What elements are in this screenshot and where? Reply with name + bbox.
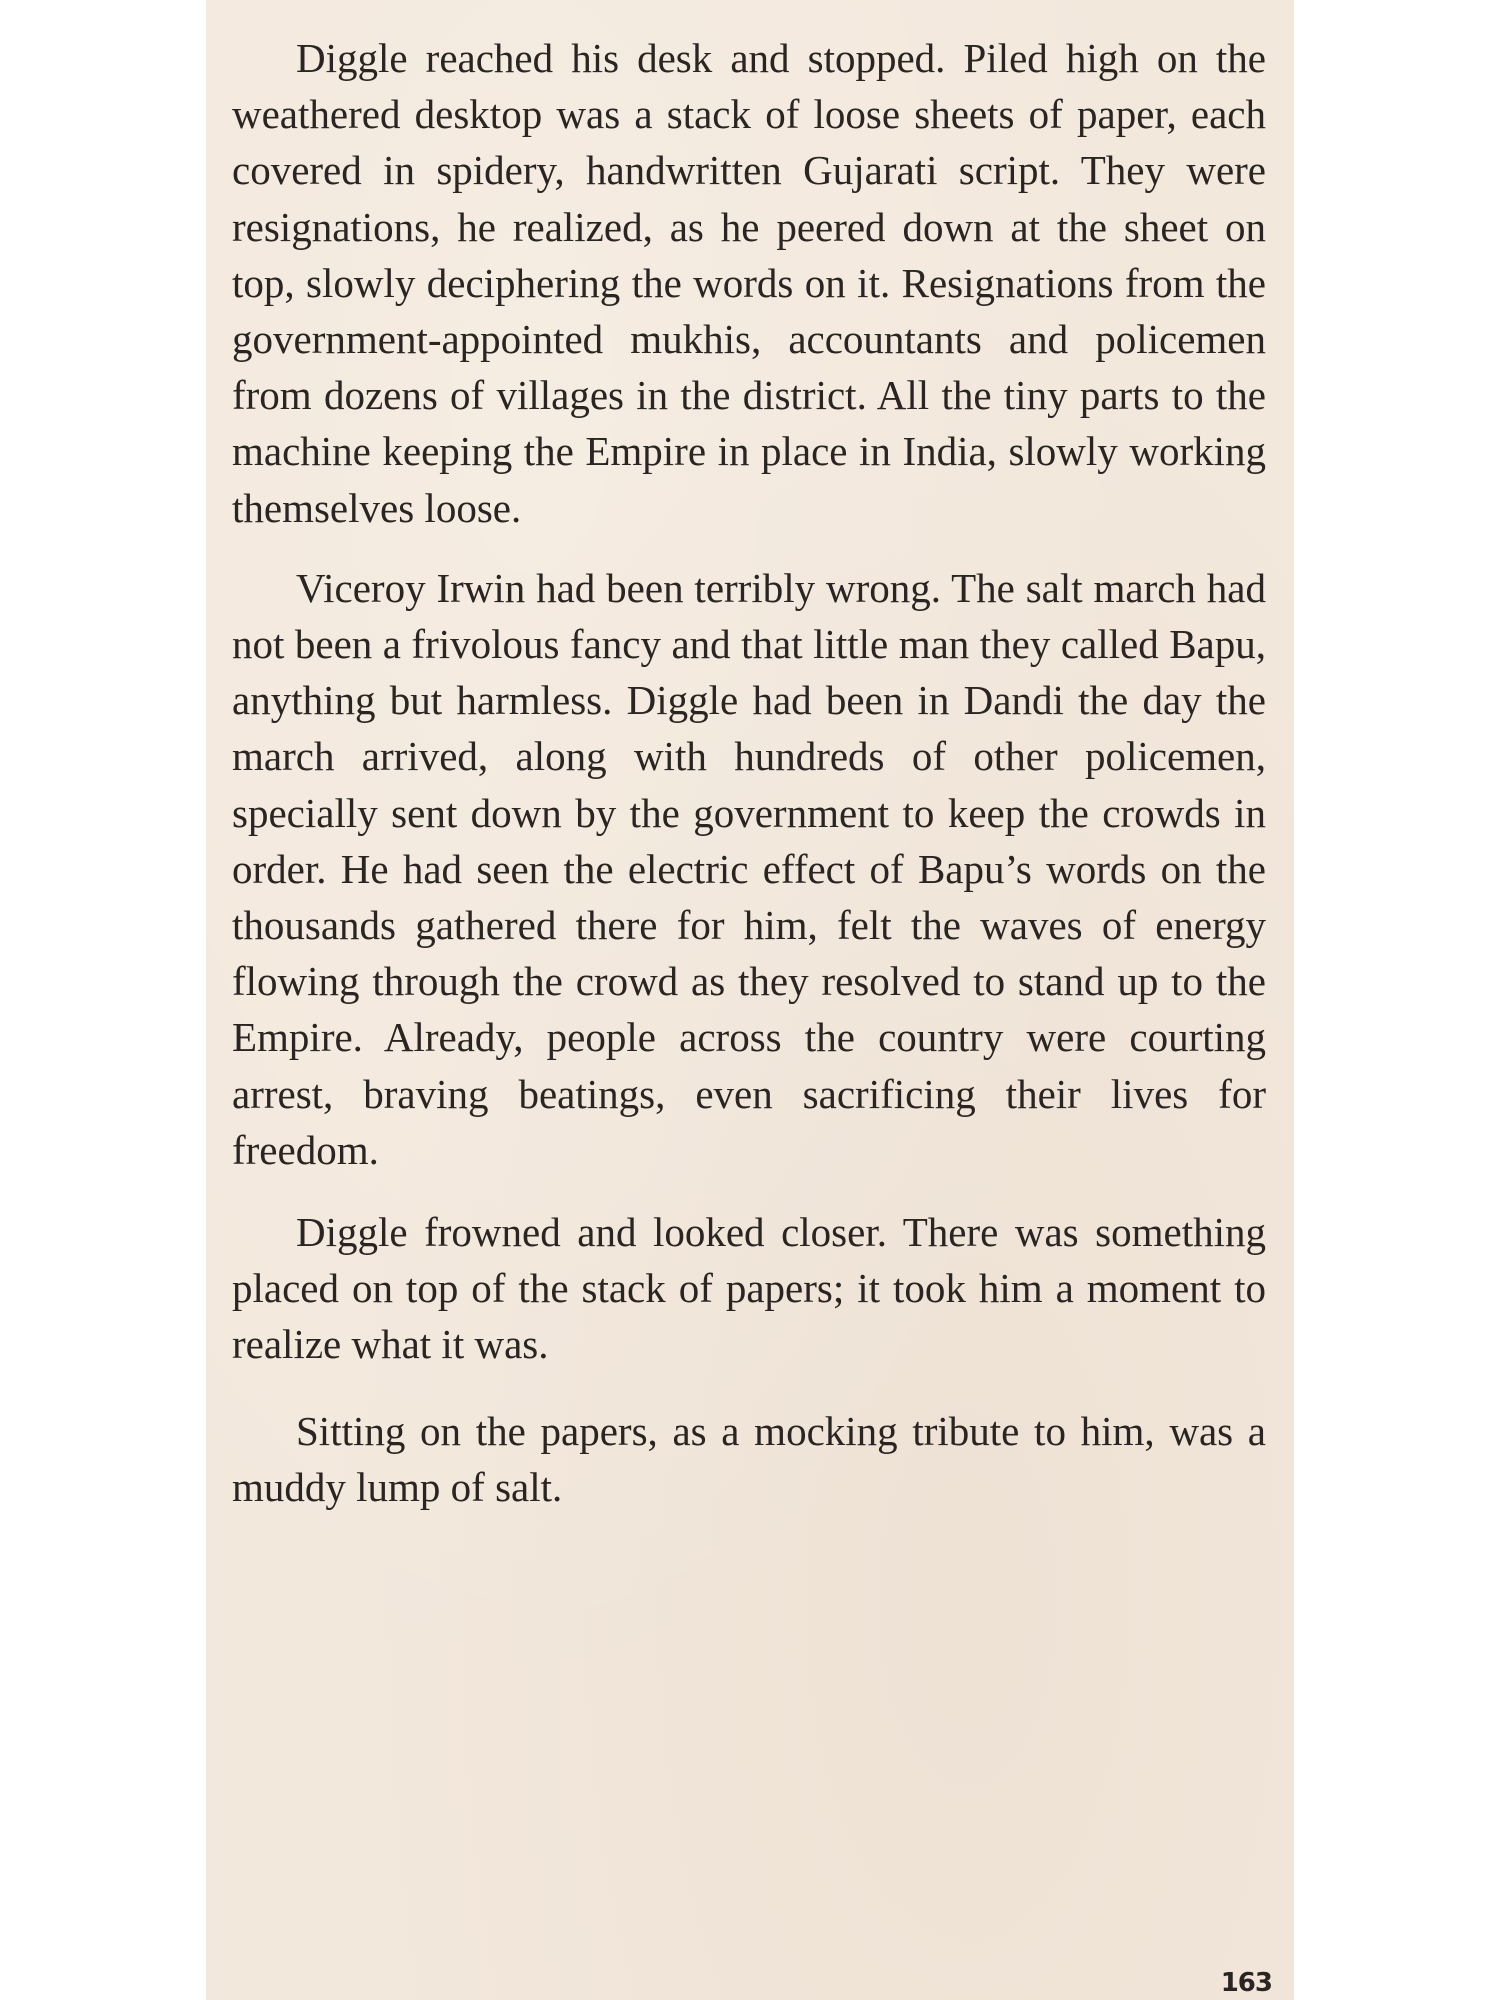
paragraph-1: Diggle reached his desk and stopped. Piled high on the weathered desktop was a stack of loose sheets of paper, each covered in spidery, handwritten Gujarati script. They were resignations, he realized, as he peered down at the sheet on top, slowly deciphering the words on it. Resignations from the government-appointed mukhis, accountants and policemen from dozens of villages in the district. All the tiny parts to the machine keeping the Empire in place in India, slowly working themselves loose. (232, 35, 1266, 531)
paragraph-3: Diggle frowned and looked closer. There was something placed on top of the stack of papers; it took him a moment to realize what it was. (232, 1209, 1266, 1368)
paragraph-2: Viceroy Irwin had been terribly wrong. The salt march had not been a frivolous fancy and that little man they called Bapu, anything but harmless. Diggle had been in Dandi the day the march arrived, along with hundreds of other policemen, specially sent down by the government to keep the crowds in order. He had seen the electric effect of Bapu’s words on the thousands gathered there for him, felt the waves of energy flowing through the crowd as they resolved to stand up to the Empire. Already, people across the country were courting arrest, braving beatings, even sacrificing their lives for freedom. (232, 564, 1266, 1173)
body-text (232, 30, 1266, 1515)
paragraph-4: Sitting on the papers, as a mocking tribute to him, was a muddy lump of salt. (232, 1407, 1266, 1510)
page-number: 163 (1220, 1968, 1272, 1998)
book-page (206, 0, 1294, 2000)
